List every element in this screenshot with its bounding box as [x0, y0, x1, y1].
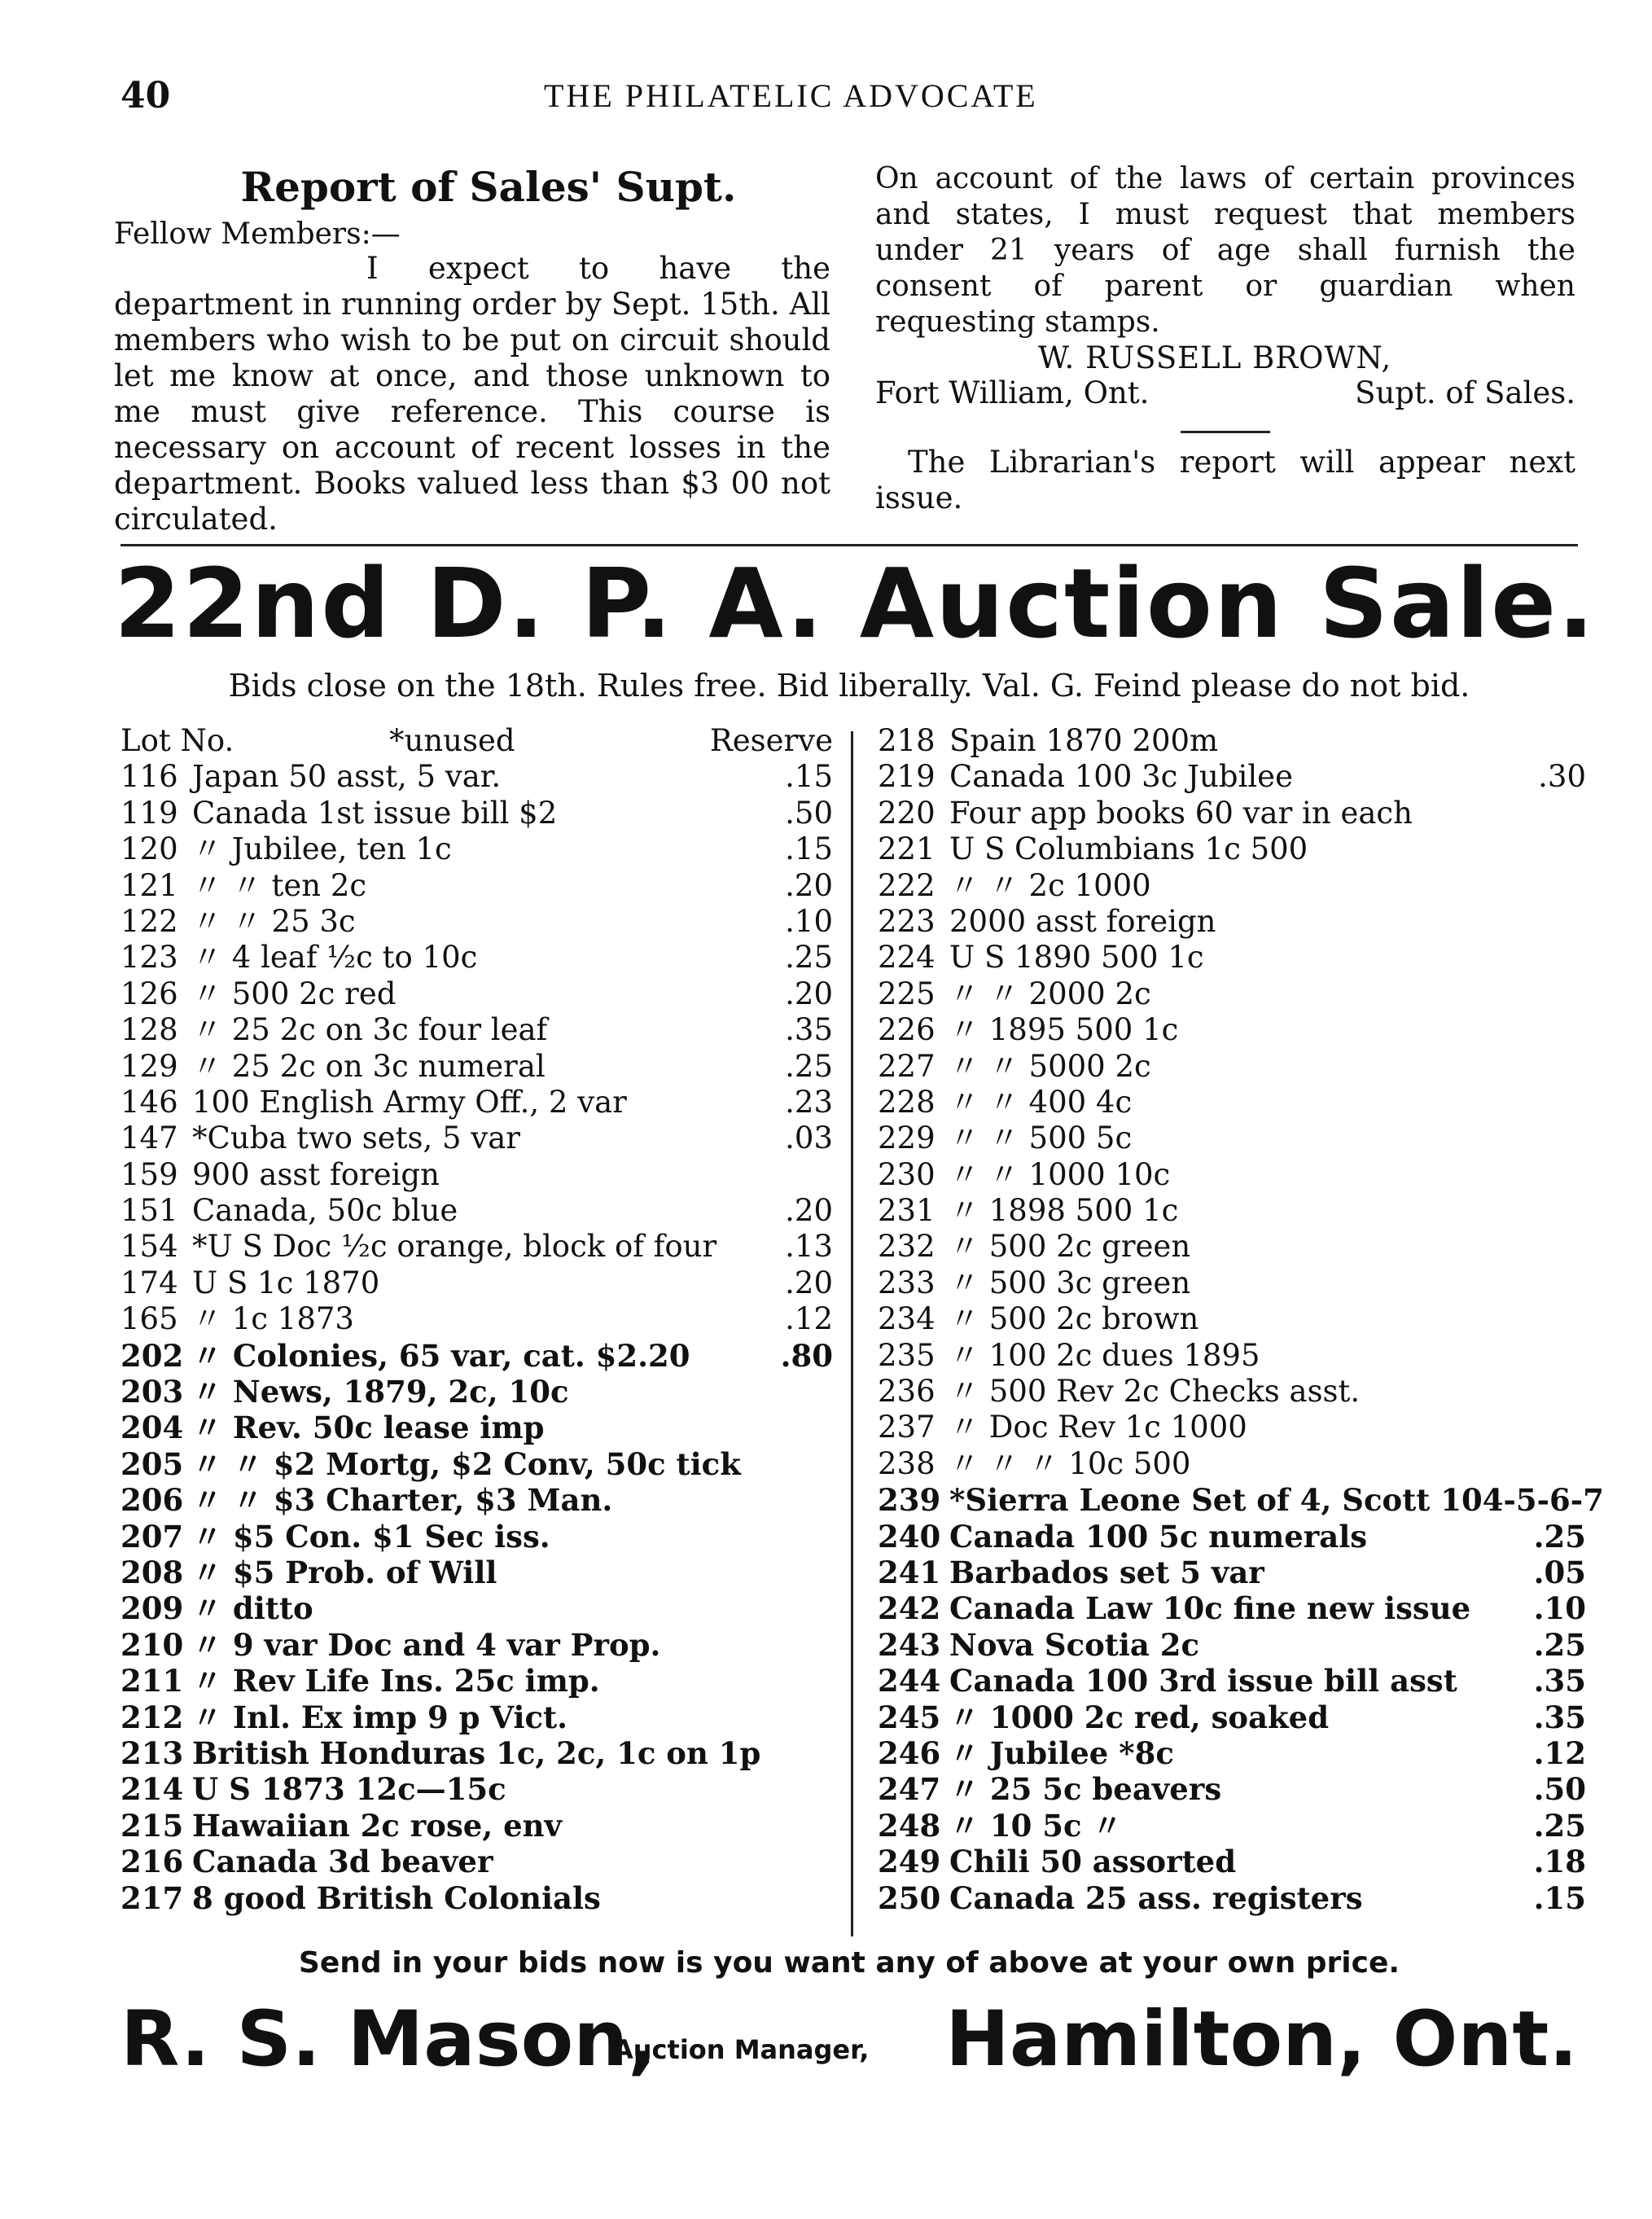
- lot-row: [121, 1771, 833, 1807]
- lot-row: [878, 1338, 1586, 1374]
- lot-number: 215: [121, 1807, 184, 1844]
- lot-description: 〃 〃 500 5c: [949, 1120, 1133, 1156]
- lot-description: 〃 500 2c green: [949, 1229, 1191, 1265]
- manager-name: R. S. Mason,: [121, 1995, 657, 2084]
- lot-number: 129: [121, 1048, 178, 1084]
- lot-row: [121, 1844, 833, 1879]
- lot-description: 〃 〃 2c 1000: [949, 867, 1151, 903]
- lot-description: 100 English Army Off., 2 var: [192, 1084, 627, 1120]
- lot-row: [121, 759, 833, 795]
- lot-row: [121, 1555, 833, 1590]
- lot-reserve-price: .12: [785, 1301, 833, 1337]
- lot-reserve-price: .30: [1538, 759, 1586, 795]
- lot-row: [121, 1229, 833, 1265]
- lot-description: 〃 〃 $2 Mortg, $2 Conv, 50c tick: [192, 1445, 741, 1482]
- lot-reserve-price: .25: [1533, 1518, 1586, 1555]
- lot-reserve-price: .18: [1533, 1844, 1586, 1880]
- lot-row: [121, 904, 833, 940]
- lot-description: Canada, 50c blue: [192, 1193, 458, 1229]
- lot-row: [121, 1808, 833, 1844]
- lot-number: 174: [121, 1265, 178, 1300]
- lot-number: 235: [878, 1337, 936, 1373]
- manager-role: Auction Manager,: [613, 2034, 870, 2065]
- lot-description: 〃 500 2c red: [192, 976, 397, 1011]
- lot-reserve-price: .15: [1533, 1879, 1586, 1916]
- header-unused-marker: *unused: [389, 723, 515, 758]
- lot-number: 242: [878, 1590, 941, 1627]
- lot-row: [878, 831, 1586, 867]
- lot-reserve-price: .13: [785, 1229, 833, 1265]
- lot-description: Japan 50 asst, 5 var.: [192, 759, 502, 795]
- lot-number: 224: [878, 940, 936, 976]
- lot-number: 228: [878, 1084, 936, 1120]
- lot-row: [878, 796, 1586, 831]
- lot-number: 247: [878, 1771, 941, 1808]
- lot-description: Canada 3d beaver: [192, 1844, 493, 1880]
- lot-row: [878, 1301, 1586, 1337]
- lot-row: [878, 1120, 1586, 1156]
- lot-row: [121, 1663, 833, 1699]
- lot-description: 〃 〃 400 4c: [949, 1084, 1133, 1120]
- librarian-note: The Librarian's report will appear next issue.: [875, 445, 1575, 515]
- lot-number: 227: [878, 1048, 936, 1084]
- lot-row: [121, 1085, 833, 1120]
- lot-row: [878, 1410, 1586, 1445]
- lot-reserve-price: .05: [1533, 1554, 1586, 1590]
- lot-row: [878, 1663, 1586, 1699]
- lot-reserve-price: .80: [780, 1337, 833, 1374]
- lot-number: 233: [878, 1265, 936, 1300]
- lot-description: 〃 10 5c 〃: [949, 1807, 1123, 1844]
- lot-reserve-price: .50: [785, 795, 833, 831]
- lot-reserve-price: .15: [785, 759, 833, 795]
- lot-row: [878, 723, 1586, 759]
- lot-reserve-price: .20: [785, 1193, 833, 1229]
- auction-table-header: [121, 723, 833, 759]
- lot-row: [878, 1880, 1586, 1916]
- lot-number: 205: [121, 1445, 184, 1482]
- lot-description: British Honduras 1c, 2c, 1c on 1p: [192, 1734, 761, 1771]
- lot-reserve-price: .10: [785, 903, 833, 939]
- lot-description: 〃 100 2c dues 1895: [949, 1337, 1260, 1373]
- lot-row: [121, 1627, 833, 1663]
- lot-number: 217: [121, 1879, 184, 1916]
- lot-description: 〃 1000 2c red, soaked: [949, 1699, 1330, 1735]
- lot-number: 159: [121, 1156, 178, 1192]
- lot-description: 2000 asst foreign: [949, 903, 1216, 939]
- lot-number: 236: [878, 1374, 936, 1410]
- lot-description: 〃 1c 1873: [192, 1301, 354, 1337]
- lot-number: 121: [121, 867, 178, 903]
- lot-row: [121, 976, 833, 1012]
- lot-number: 237: [878, 1410, 936, 1445]
- header-reserve: Reserve: [709, 723, 833, 758]
- lot-number: 204: [121, 1410, 184, 1446]
- lot-description: 〃 Colonies, 65 var, cat. $2.20: [192, 1337, 690, 1374]
- signer-title: Supt. of Sales.: [1355, 375, 1575, 410]
- header-lot-number: Lot No.: [121, 723, 234, 758]
- lot-number: 226: [878, 1012, 936, 1048]
- lot-description: 〃 500 2c brown: [949, 1301, 1199, 1337]
- lot-row: [878, 1482, 1604, 1519]
- lot-reserve-price: .50: [1533, 1771, 1586, 1808]
- lot-number: 219: [878, 759, 936, 795]
- lot-row: [121, 1482, 833, 1518]
- running-header: [121, 75, 1578, 124]
- lot-description: Canada 100 3rd issue bill asst: [949, 1663, 1457, 1699]
- lot-number: 151: [121, 1193, 178, 1229]
- lot-row: [878, 1771, 1586, 1807]
- lot-number: 146: [121, 1084, 178, 1120]
- lot-number: 165: [121, 1301, 178, 1337]
- lot-number: 249: [878, 1844, 941, 1880]
- lot-description: 〃 〃 5000 2c: [949, 1048, 1151, 1084]
- lot-number: 216: [121, 1844, 184, 1880]
- lot-reserve-price: .35: [1533, 1699, 1586, 1735]
- lot-description: 〃 〃 1000 10c: [949, 1156, 1171, 1192]
- lot-reserve-price: .25: [1533, 1626, 1586, 1663]
- lot-number: 246: [878, 1734, 941, 1771]
- lot-row: [121, 868, 833, 904]
- lot-description: 〃 〃 $3 Charter, $3 Man.: [192, 1482, 613, 1519]
- lot-row: [878, 1808, 1586, 1844]
- lot-row: [878, 1627, 1586, 1663]
- lot-row: [121, 1301, 833, 1337]
- lot-description: 〃 1898 500 1c: [949, 1193, 1179, 1229]
- lot-number: 243: [878, 1626, 941, 1663]
- lot-number: 248: [878, 1807, 941, 1844]
- auction-lots-right-column: [878, 723, 1604, 1916]
- lot-row: [121, 1590, 833, 1626]
- lot-number: 122: [121, 903, 178, 939]
- auction-title: 22nd D. P. A. Auction Sale.: [114, 547, 1596, 660]
- lot-description: 〃 4 leaf ½c to 10c: [192, 940, 478, 976]
- lot-description: 〃 $5 Con. $1 Sec iss.: [192, 1518, 550, 1555]
- lot-description: Canada 100 5c numerals: [949, 1518, 1368, 1555]
- lot-description: Spain 1870 200m: [949, 723, 1219, 758]
- lot-description: Canada 1st issue bill $2: [192, 795, 558, 831]
- lot-number: 220: [878, 795, 936, 831]
- section-divider: [1181, 431, 1270, 433]
- lot-number: 225: [878, 976, 936, 1011]
- lot-number: 223: [878, 903, 936, 939]
- lot-number: 202: [121, 1337, 184, 1374]
- lot-description: 〃 〃 〃 10c 500: [949, 1445, 1191, 1481]
- lot-description: Nova Scotia 2c: [949, 1626, 1200, 1663]
- manager-city: Hamilton, Ont.: [945, 1995, 1578, 2084]
- lot-row: [121, 1265, 833, 1301]
- lot-row: [878, 976, 1586, 1012]
- lot-number: 245: [878, 1699, 941, 1735]
- lot-number: 250: [878, 1879, 941, 1916]
- lot-reserve-price: .10: [1533, 1590, 1586, 1627]
- lot-number: 244: [878, 1663, 941, 1699]
- lot-row: [878, 1699, 1586, 1735]
- lot-number: 238: [878, 1445, 936, 1481]
- lot-number: 229: [878, 1120, 936, 1156]
- lot-description: 〃 〃 ten 2c: [192, 867, 367, 903]
- lot-reserve-price: .25: [785, 1048, 833, 1084]
- lot-number: 120: [121, 831, 178, 867]
- lot-reserve-price: .12: [1533, 1734, 1586, 1771]
- lot-row: [878, 1735, 1586, 1771]
- lot-description: U S 1890 500 1c: [949, 940, 1204, 976]
- lot-number: 211: [121, 1663, 184, 1699]
- lot-number: 128: [121, 1012, 178, 1048]
- lot-reserve-price: .25: [785, 940, 833, 976]
- lot-row: [878, 1374, 1586, 1410]
- lot-description: 〃 Doc Rev 1c 1000: [949, 1410, 1247, 1445]
- lot-row: [878, 1446, 1586, 1482]
- lot-description: Chili 50 assorted: [949, 1844, 1237, 1880]
- lot-description: U S Columbians 1c 500: [949, 831, 1308, 867]
- page-number: 40: [121, 75, 171, 116]
- lot-description: U S 1c 1870: [192, 1265, 380, 1300]
- lot-description: Barbados set 5 var: [949, 1554, 1264, 1590]
- lot-row: [878, 1193, 1586, 1229]
- lot-row: [121, 1049, 833, 1085]
- lot-row: [878, 1265, 1586, 1301]
- lot-number: 212: [121, 1699, 184, 1735]
- lot-description: *Cuba two sets, 5 var: [192, 1120, 520, 1156]
- horizontal-rule: [121, 544, 1578, 546]
- lot-row: [878, 1555, 1586, 1590]
- lot-number: 234: [878, 1301, 936, 1337]
- lot-description: Canada 25 ass. registers: [949, 1879, 1363, 1916]
- lot-description: 〃 News, 1879, 2c, 10c: [192, 1374, 569, 1410]
- lot-reserve-price: .20: [785, 976, 833, 1011]
- lot-number: 240: [878, 1518, 941, 1555]
- lot-description: 〃 25 2c on 3c four leaf: [192, 1012, 548, 1048]
- lot-row: [121, 1735, 833, 1771]
- sales-report-body: I expect to have the department in running order by Sept. 15th. All members who wish to be put on circuit should let me know at once, and those unknown to me must give reference. This course is necessary on account of recent losses in the department. Books valued less than $3 00 not circulated.: [114, 251, 830, 537]
- journal-title: THE PHILATELIC ADVOCATE: [544, 77, 1038, 114]
- lot-row: [121, 1374, 833, 1410]
- lot-description: 900 asst foreign: [192, 1156, 440, 1192]
- lot-number: 221: [878, 831, 936, 867]
- lot-row: [878, 1157, 1586, 1193]
- lot-number: 213: [121, 1734, 184, 1771]
- lot-reserve-price: .20: [785, 1265, 833, 1300]
- lot-description: 〃 Rev Life Ins. 25c imp.: [192, 1663, 600, 1699]
- lot-row: [878, 1085, 1586, 1120]
- lot-row: [878, 868, 1586, 904]
- lot-description: 〃 9 var Doc and 4 var Prop.: [192, 1626, 661, 1663]
- lot-description: 〃 1895 500 1c: [949, 1012, 1179, 1048]
- lot-row: [878, 1229, 1586, 1265]
- lot-number: 119: [121, 795, 178, 831]
- signer-name: W. RUSSELL BROWN,: [1038, 340, 1392, 375]
- lot-description: 〃 $5 Prob. of Will: [192, 1554, 497, 1590]
- lot-description: Canada 100 3c Jubilee: [949, 759, 1293, 795]
- lot-description: 8 good British Colonials: [192, 1879, 601, 1916]
- lot-number: 231: [878, 1193, 936, 1229]
- lot-row: [121, 1193, 833, 1229]
- lot-number: 239: [878, 1482, 941, 1519]
- signer-place: Fort William, Ont.: [875, 375, 1150, 410]
- lot-row: [121, 1410, 833, 1445]
- lot-description: *U S Doc ½c orange, block of four: [192, 1229, 717, 1265]
- lot-row: [878, 1519, 1586, 1555]
- lot-row: [121, 1120, 833, 1156]
- lot-description: 〃 25 2c on 3c numeral: [192, 1048, 546, 1084]
- lot-description: 〃 Rev. 50c lease imp: [192, 1410, 545, 1446]
- lot-number: 209: [121, 1590, 184, 1627]
- lot-number: 214: [121, 1771, 184, 1808]
- lot-row: [878, 1049, 1586, 1085]
- lot-number: 147: [121, 1120, 178, 1156]
- lot-row: [121, 831, 833, 867]
- auction-bid-notes: Bids close on the 18th. Rules free. Bid liberally. Val. G. Feind please do not bid.: [228, 668, 1470, 704]
- lot-description: 〃 500 3c green: [949, 1265, 1191, 1300]
- lot-row: [121, 1338, 833, 1374]
- auction-lots-left-column: [121, 723, 833, 1916]
- lot-number: 208: [121, 1554, 184, 1590]
- lot-reserve-price: .35: [785, 1012, 833, 1048]
- consent-notice-column: [875, 161, 1575, 516]
- lot-description: Hawaiian 2c rose, env: [192, 1807, 563, 1844]
- lot-row: [121, 1519, 833, 1555]
- lot-description: 〃 25 5c beavers: [949, 1771, 1222, 1808]
- lot-reserve-price: .15: [785, 831, 833, 867]
- lot-row: [121, 796, 833, 831]
- sales-report-column: [114, 163, 830, 537]
- lot-description: Canada Law 10c fine new issue: [949, 1590, 1471, 1627]
- lot-description: 〃 Inl. Ex imp 9 p Vict.: [192, 1699, 568, 1735]
- lot-description: U S 1873 12c—15c: [192, 1771, 506, 1808]
- lot-reserve-price: .35: [1533, 1663, 1586, 1699]
- lot-description: 〃 500 Rev 2c Checks asst.: [949, 1374, 1361, 1410]
- signer-line: [875, 375, 1575, 413]
- call-to-action: Send in your bids now is you want any of above at your own price.: [298, 1946, 1400, 1980]
- lot-row: [121, 1699, 833, 1735]
- lot-number: 232: [878, 1229, 936, 1265]
- lot-row: [878, 904, 1586, 940]
- lot-number: 126: [121, 976, 178, 1011]
- lot-number: 203: [121, 1374, 184, 1410]
- lot-description: 〃 〃 25 3c: [192, 903, 356, 939]
- lot-row: [878, 1590, 1586, 1626]
- lot-reserve-price: .23: [785, 1084, 833, 1120]
- lot-description: 〃 Jubilee *8c: [949, 1734, 1174, 1771]
- consent-notice-text: On account of the laws of certain provinces and states, I must request that members under 21 years of age shall furnish the consent of parent or guardian when requesting stamps.: [875, 162, 1575, 339]
- lot-row: [121, 1880, 833, 1916]
- column-divider: [851, 731, 853, 1936]
- lot-number: 154: [121, 1229, 178, 1265]
- lot-number: 218: [878, 723, 936, 758]
- lot-row: [878, 1844, 1586, 1879]
- lot-reserve-price: .03: [785, 1120, 833, 1156]
- sales-report-heading: Report of Sales' Supt.: [240, 163, 737, 211]
- lot-number: 206: [121, 1482, 184, 1519]
- lot-row: [121, 940, 833, 976]
- lot-description: Four app books 60 var in each: [949, 795, 1413, 831]
- lot-row: [121, 1012, 833, 1048]
- lot-number: 207: [121, 1518, 184, 1555]
- lot-reserve-price: .20: [785, 867, 833, 903]
- lot-row: [878, 759, 1586, 795]
- lot-number: 222: [878, 867, 936, 903]
- lot-number: 123: [121, 940, 178, 976]
- lot-number: 241: [878, 1554, 941, 1590]
- lot-number: 210: [121, 1626, 184, 1663]
- lot-number: 116: [121, 759, 178, 795]
- lot-row: [121, 1157, 833, 1193]
- lot-number: 230: [878, 1156, 936, 1192]
- lot-description: *Sierra Leone Set of 4, Scott 104-5-6-7: [949, 1482, 1604, 1519]
- lot-description: 〃 ditto: [192, 1590, 313, 1627]
- lot-row: [878, 1012, 1586, 1048]
- lot-row: [878, 940, 1586, 976]
- lot-description: 〃 Jubilee, ten 1c: [192, 831, 452, 867]
- sales-report-salutation: Fellow Members:—: [114, 217, 401, 251]
- lot-row: [121, 1446, 833, 1482]
- lot-reserve-price: .25: [1533, 1807, 1586, 1844]
- auction-manager-signature: [121, 1995, 1578, 2093]
- lot-description: 〃 〃 2000 2c: [949, 976, 1151, 1011]
